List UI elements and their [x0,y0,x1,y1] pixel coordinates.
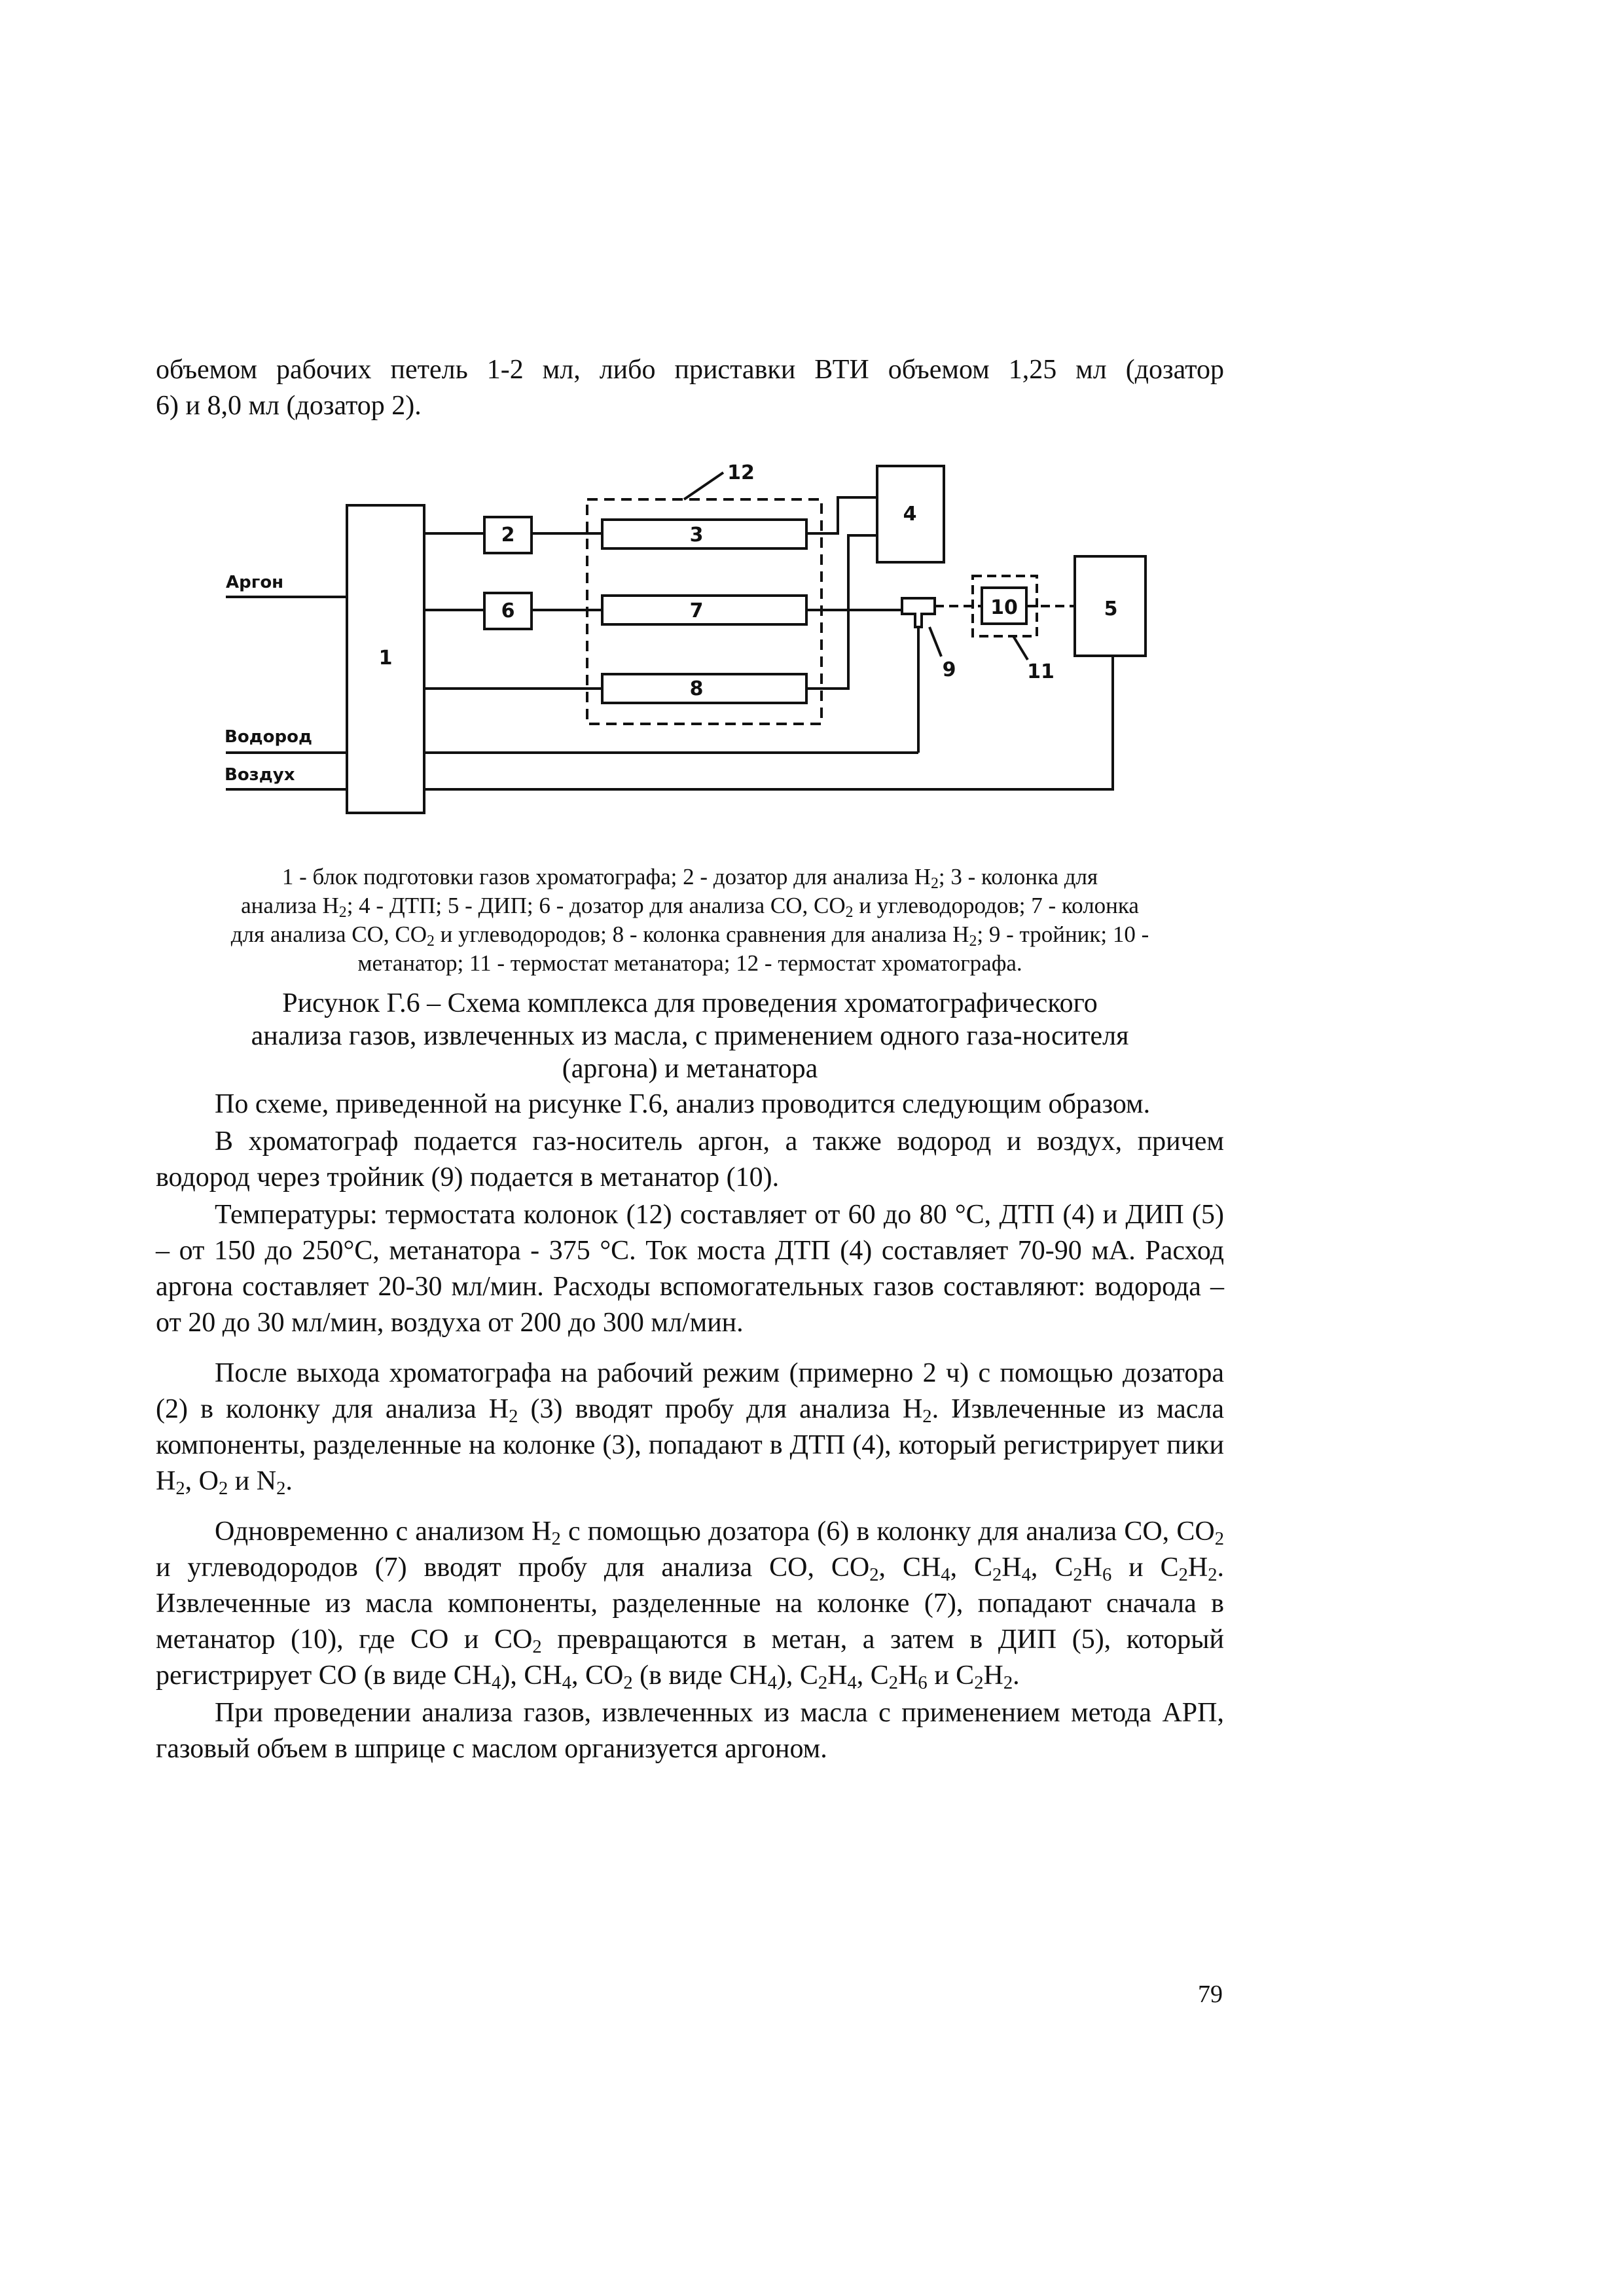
legend-line-1: 1 - блок подготовки газов хроматографа; 2 - дозатор для анализа $Н_2$; 3 - колонка для [281,864,1098,892]
num-11: 11 [1027,660,1055,683]
paragraph-6: При проведении анализа газов, извлеченных из масла с применением метода АРП, газовый объем в шприце с маслом организуется аргоном. [156,1698,1224,1764]
paragraph-1: По схеме, приведенной на рисунке Г.6, анализ проводится следующим образом. [215,1089,1151,1119]
block-3-column [602,520,806,548]
num-7: 7 [689,600,704,622]
label-air: Воздух [225,765,295,785]
figure-title-line-3: (аргона) и метанатора [562,1054,818,1084]
block-9-tee [902,598,935,627]
legend-line-4: метанатор; 11 - термостат метанатора; 12 - термостат хроматографа. [357,950,1022,976]
label-hydrogen: Водород [225,727,313,747]
intro-line-1: объемом рабочих петель 1-2 мл, либо приставки ВТИ объемом 1,25 мл (дозатор [156,355,1224,385]
num-2: 2 [501,524,515,547]
figure-title [156,987,1224,1085]
num-12: 12 [727,461,755,484]
figure-legend [156,863,1224,978]
body-text [156,1086,1224,1768]
figure-title-line-2: анализа газов, извлеченных из масла, с применением одного газа-носителя [251,1021,1129,1051]
paragraph-2: В хроматограф подается газ-носитель аргон, а также водород и воздух, причем водород через тройник (9) подается в метанатор (10). [156,1126,1224,1193]
legend-line-2: анализа $Н_2$; 4 - ДТП; 5 - ДИП; 6 - дозатор для анализа СО, $СО_2$ и углеводородов; 7 - колонка [241,893,1139,921]
intro-line-2: 6) и 8,0 мл (дозатор 2). [156,391,422,421]
num-3: 3 [689,524,704,547]
page-number: 79 [1198,1981,1223,2008]
paragraph-3: Температуры: термостата колонок (12) составляет от 60 до 80 °С, ДТП (4) и ДИП (5) – от 150 до 250°С, метанатора - 375 °С. Ток моста ДТП (4) составляет 70-90 мА. Расход аргона составляет 20-30 мл/мин. Расходы вспомогательных газов составляют: водорода – от 20 до 30 мл/мин, воздуха от 200 до 300 мл/мин. [156,1200,1224,1338]
num-10: 10 [990,596,1018,619]
paragraph-5: Одновременно с анализом $Н_2$ с помощью дозатора (6) в колонку для анализа СО, $СО_2$ и углеводородов (7) вводят пробу для анализа СО, $СО_2$, $СН_4$, $С_2Н_4$, $С_2Н_6$ и $С_2Н_2$. Извлеченные из масла компоненты, разделенные на колонке (7), попадают сначала в метанатор (10), где СО и $СО_2$ превращаются в метан, а затем в ДИП (5), который регистрирует СО (в виде $СН_4$), $СН_4$, $СО_2$ (в виде $СН_4$), $С_2Н_4$, $С_2Н_6$ и $С_2Н_2$. [156,1516,1224,1694]
num-8: 8 [689,677,704,700]
block-8-column [602,674,806,703]
legend-line-3: для анализа СО, $СО_2$ и углеводородов; 8 - колонка сравнения для анализа $Н_2$; 9 - тройник; 10 - [230,922,1149,950]
label-argon: Аргон [226,573,284,592]
num-1: 1 [378,647,393,670]
paragraph-4: После выхода хроматографа на рабочий режим (примерно 2 ч) с помощью дозатора (2) в колонку для анализа $Н_2$ (3) вводят пробу для анализа $Н_2$. Извлеченные из масла компоненты, разделенные на колонке (3), попадают в ДТП (4), который регистрирует пики $Н_2$, $О_2$ и $N_2$. [156,1358,1224,1499]
figure-title-line-1: Рисунок Г.6 – Схема комплекса для проведения хроматографического [282,988,1098,1018]
num-6: 6 [501,600,515,622]
block-7-column [602,596,806,624]
num-9: 9 [942,658,956,681]
num-4: 4 [903,503,917,526]
num-5: 5 [1104,598,1118,620]
